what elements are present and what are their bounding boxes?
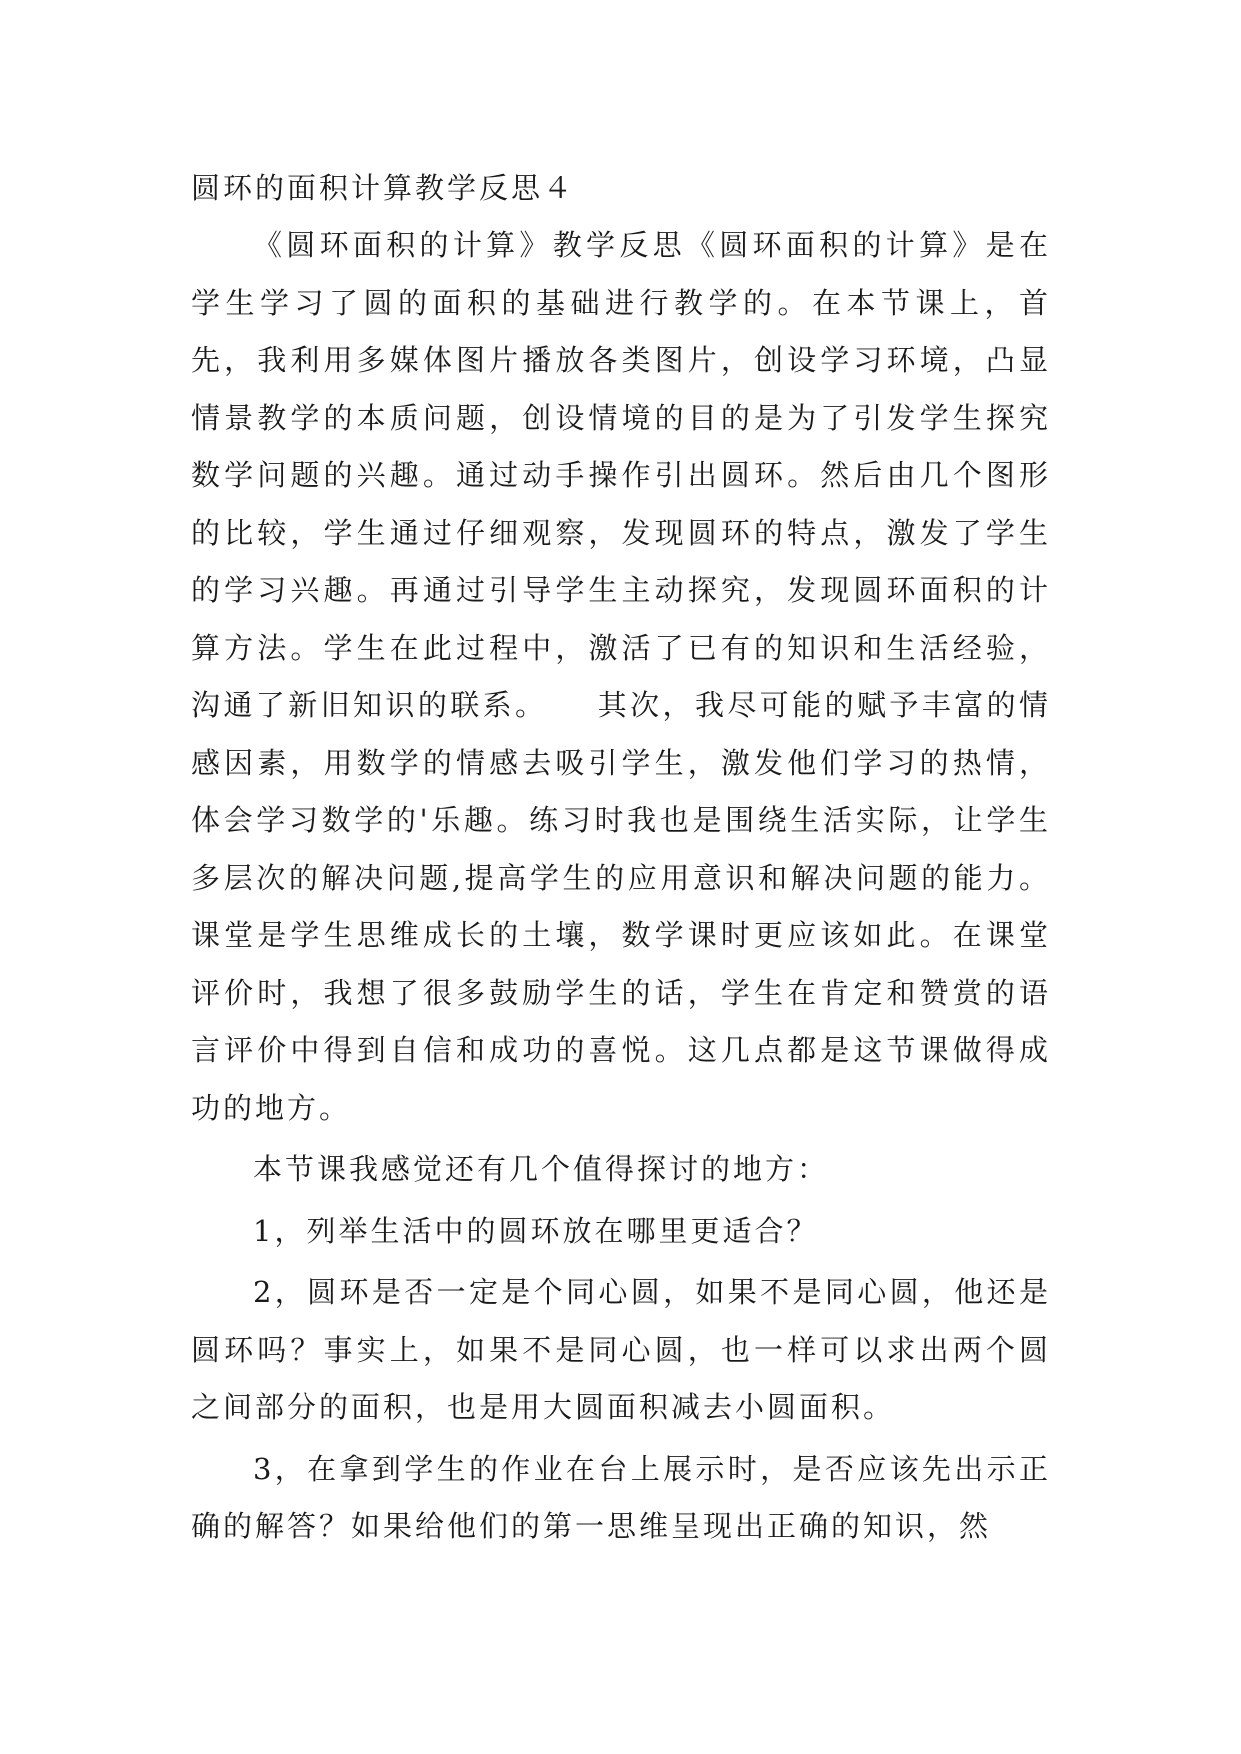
paragraph-point-3: 3，在拿到学生的作业在台上展示时，是否应该先出示正确的解答？如果给他们的第一思维呈现出正确的知识，然 (191, 1451, 1051, 1543)
paragraph-discussion-points: 本节课我感觉还有几个值得探讨的地方： (253, 1152, 830, 1186)
paragraph-point-1: 1，列举生活中的圆环放在哪里更适合？ (253, 1213, 819, 1248)
paragraph-point-2: 2，圆环是否一定是个同心圆，如果不是同心圆，他还是圆环吗？事实上，如果不是同心圆，也一样可以求出两个圆之间部分的面积，也是用大圆面积减去小圆面积。 (191, 1275, 1051, 1424)
document-page (191, 160, 1051, 1556)
document-title: 圆环的面积计算教学反思４ (191, 171, 576, 205)
paragraph-reflection-intro: 《圆环面积的计算》教学反思《圆环面积的计算》是在学生学习了圆的面积的基础进行教学的。在本节课上，首先，我利用多媒体图片播放各类图片，创设学习环境，凸显情景教学的本质问题，创设情境的目的是为了引发学生探究数学问题的兴趣。通过动手操作引出圆环。然后由几个图形的比较，学生通过仔细观察，发现圆环的特点，激发了学生的学习兴趣。再通过引导学生主动探究，发现圆环面积的计算方法。学生在此过程中，激活了已有的知识和生活经验，沟通了新旧知识的联系。 其次，我尽可能的赋予丰富的情感因素，用数学的情感去吸引学生，激发他们学习的热情，体会学习数学的'乐趣。练习时我也是围绕生活实际，让学生多层次的解决问题,提高学生的应用意识和解决问题的能力。课堂是学生思维成长的土壤，数学课时更应该如此。在课堂评价时，我想了很多鼓励学生的话，学生在肯定和赞赏的语言评价中得到自信和成功的喜悦。这几点都是这节课做得成功的地方。 (191, 228, 1051, 1125)
